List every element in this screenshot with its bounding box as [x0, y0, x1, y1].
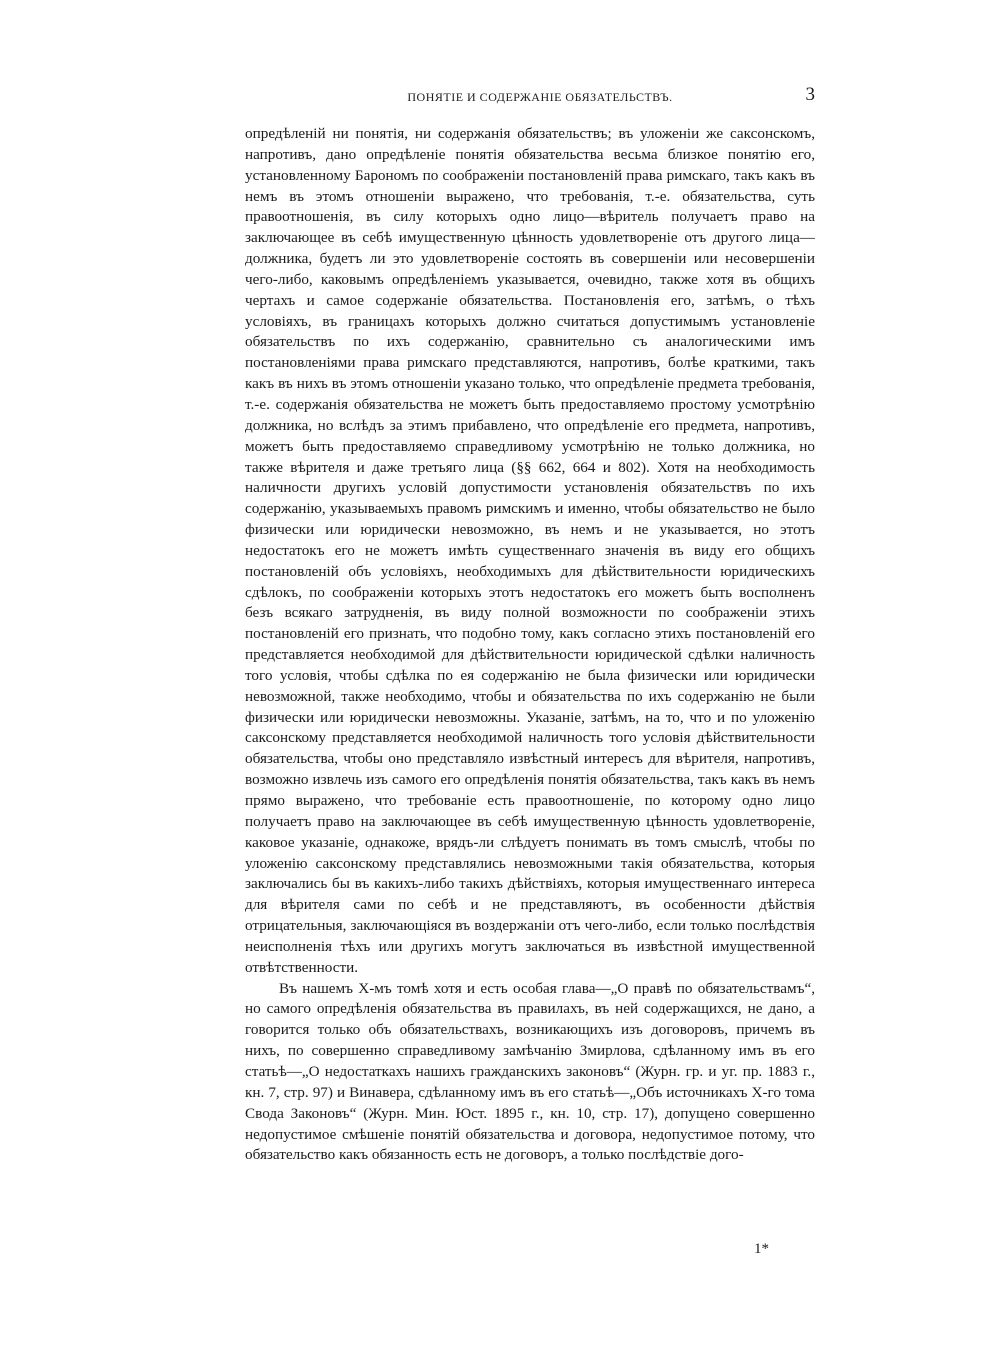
paragraph-1: опредѣленій ни понятія, ни содержанія обязательствъ; въ уложеніи же саксонскомъ, напротивъ, дано опредѣленіе понятія обязательства весьма близкое понятію его, установленному Барономъ по соображеніи постановленій права римскаго, такъ какъ въ немъ въ этомъ отношеніи выражено, что требованія, т.-е. обязательства, суть правоотношенія, въ силу которыхъ одно лицо—вѣритель получаетъ право на заключающее въ себѣ имущественную цѣнность удовлетвореніе отъ другого лица—должника, будетъ ли это удовлетвореніе состоять въ совершеніи или несовершеніи чего-либо, каковымъ опредѣленіемъ указывается, очевидно, также хотя въ общихъ чертахъ и самое содержаніе обязательства. Постановленія его, затѣмъ, о тѣхъ условіяхъ, въ границахъ которыхъ должно считаться допустимымъ установленіе обязательствъ по ихъ содержанію, сравнительно съ аналогическими имъ постановленіями права римскаго представляются, напротивъ, болѣе краткими, такъ какъ въ нихъ въ этомъ отношеніи указано только, что опредѣленіе предмета требованія, т.-е. содержанія обязательства не можетъ быть предоставляемо простому усмотрѣнію должника, но вслѣдъ за этимъ прибавлено, что опредѣленіе его предмета, напротивъ, можетъ быть предоставляемо справедливому усмотрѣнію не только должника, но также вѣрителя и даже третьяго лица (§§ 662, 664 и 802). Хотя на необходимость наличности другихъ условій допустимости установленія обязательствъ по ихъ содержанію, указываемыхъ правомъ римскимъ и именно, чтобы обязательство не было физически или юридически невозможно, въ немъ и не указывается, но этотъ недостатокъ его не можетъ имѣть существеннаго значенія въ виду его общихъ постановленій объ условіяхъ, необходимыхъ для дѣйствительности юридическихъ сдѣлокъ, по соображеніи которыхъ этотъ недостатокъ его можетъ быть восполненъ безъ всякаго затрудненія, въ виду полной возможности по соображеніи этихъ постановленій его признать, что подобно тому, какъ согласно этихъ постановленій его представляется необходимой для дѣйствительности юридической сдѣлки наличность того условія, чтобы сдѣлка по ея содержанію не была физически или юридически невозможной, также необходимо, чтобы и обязательства по ихъ содержанію не были физически или юридически невозможны. Указаніе, затѣмъ, на то, что и по уложенію саксонскому представляется необходимой наличность того условія дѣйствительности обязательства, чтобы оно представляло извѣстный интересъ для вѣрителя, напротивъ, возможно извлечь изъ самого его опредѣленія понятія обязательства, такъ какъ въ немъ прямо выражено, что требованіе есть правоотношеніе, по которому одно лицо получаетъ право на заключающее въ себѣ имущественную цѣнность удовлетвореніе, каковое указаніе, однакоже, врядъ-ли слѣдуетъ понимать въ томъ смыслѣ, чтобы по уложенію саксонскому представлялись невозможными такія обязательства, которыя заключались бы въ какихъ-либо такихъ дѣйствіяхъ, которыя имущественнаго интереса для вѣрителя сами по себѣ и не представляютъ, въ особенности дѣйствія отрицательныя, заключающіяся въ воздержаніи отъ чего-либо, если только послѣдствія неисполненія тѣхъ или другихъ могутъ заключаться въ извѣстной имущественной отвѣтственности. — [245, 125, 815, 976]
signature-mark: 1* — [754, 1241, 769, 1257]
body-text — [245, 124, 815, 1166]
page-header — [245, 80, 815, 114]
page-content — [245, 80, 815, 1166]
page-number: 3 — [805, 84, 815, 105]
paragraph-2: Въ нашемъ X-мъ томѣ хотя и есть особая глава—„О правѣ по обязательствамъ“, но самого опредѣленія обязательства въ правилахъ, въ ней содержащихся, не дано, а говорится только объ обязательствахъ, возникающихъ изъ договоровъ, причемъ въ нихъ, по совершенно справедливому замѣчанію Змирлова, сдѣланному имъ въ его статьѣ—„О недостаткахъ нашихъ гражданскихъ законовъ“ (Журн. гр. и уг. пр. 1883 г., кн. 7, стр. 97) и Винавера, сдѣланному имъ въ его статьѣ—„Объ источникахъ X-го тома Свода Законовъ“ (Журн. Мин. Юст. 1895 г., кн. 10, стр. 17), допущено совершенно недопустимое смѣшеніе понятій обязательства и договора, недопустимое потому, что обязательство какъ обязанность есть не договоръ, а только послѣдствіе дого- — [245, 979, 815, 1164]
running-title: ПОНЯТІЕ И СОДЕРЖАНІЕ ОБЯЗАТЕЛЬСТВЪ. — [407, 90, 673, 104]
